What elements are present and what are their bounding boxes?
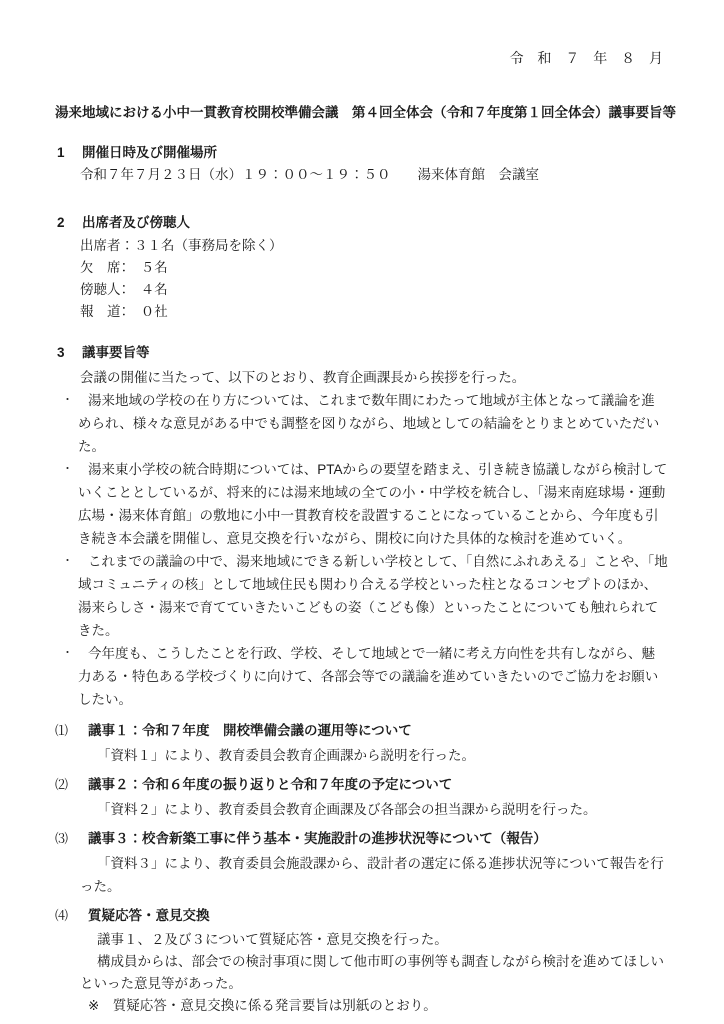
- section-2-number: 2: [57, 215, 65, 230]
- agenda-item-4-number: ⑷: [55, 908, 69, 923]
- agenda-item-1: [55, 721, 668, 767]
- bullet-icon: ・: [62, 394, 73, 406]
- agenda-item-4-title-row: [55, 906, 668, 926]
- bullet-item: [55, 642, 668, 711]
- document-date: 令 和 ７ 年 ８ 月: [509, 50, 668, 66]
- absentees-line: 欠 席： ５名: [80, 260, 168, 275]
- section-2-heading: [55, 213, 668, 233]
- agenda-item-2-number: ⑵: [55, 777, 69, 792]
- bullet-item: [55, 550, 668, 642]
- section-3: [55, 343, 668, 1017]
- agenda-item-3-number: ⑶: [55, 831, 69, 846]
- section-1-heading-text: 開催日時及び開催場所: [82, 145, 217, 160]
- observers-line: 傍聴人： ４名: [80, 282, 168, 297]
- agenda-item-4-note: ※ 質疑応答・意見交換に係る発言要旨は別紙のとおり。: [88, 998, 437, 1013]
- agenda-item-list: [55, 721, 668, 1017]
- agenda-item-3-title: 議事３：校舎新築工事に伴う基本・実施設計の進捗状況等について（報告）: [88, 831, 547, 846]
- section-1: [55, 143, 668, 185]
- agenda-item-1-body: 「資料１」により、教育委員会教育企画課から説明を行った。: [97, 748, 475, 763]
- bullet-text: これまでの議論の中で、湯来地域にできる新しい学校として、「自然にふれあえる」ことや、「地域コミュニティの核」として地域住民も関わり合える学校といった柱となるコンセプトのほか、湯来らしさ・湯来で育てていきたいこどもの姿（こども像）といったことについても触れられてきた。: [78, 554, 668, 638]
- agenda-item-4-body-1: 議事１、２及び３について質疑応答・意見交換を行った。: [97, 932, 448, 947]
- bullet-icon: ・: [62, 555, 73, 567]
- agenda-item-4-body-2: 構成員からは、部会での検討事項に関して他市町の事例等も調査しながら検討を進めてほしいといった意見等があった。: [80, 954, 664, 991]
- bullet-text: 湯来地域の学校の在り方については、これまで数年間にわたって地域が主体となって議論を進められ、様々な意見がある中でも調整を図りながら、地域としての結論をとりまとめていただいた。: [78, 393, 660, 454]
- document-title: 湯来地域における小中一貫教育校開校準備会議 第４回全体会（令和７年度第１回全体会）議事要旨等: [55, 105, 676, 120]
- section-3-number: 3: [57, 345, 65, 360]
- bullet-text: 今年度も、こうしたことを行政、学校、そして地域とで一緒に考え方向性を共有しながら、魅力ある・特色ある学校づくりに向けて、各部会等での議論を進めていきたいのでご協力をお願いしたい。: [78, 646, 659, 707]
- agenda-item-4-title: 質疑応答・意見交換: [88, 908, 210, 923]
- agenda-item-3-body: 「資料３」により、教育委員会施設課から、設計者の選定に係る進捗状況等について報告を行った。: [80, 856, 664, 894]
- agenda-item-1-title: 議事１：令和７年度 開校準備会議の運用等について: [88, 723, 412, 738]
- agenda-item-2-title: 議事２：令和６年度の振り返りと令和７年度の予定について: [88, 777, 453, 792]
- section-2-heading-text: 出席者及び傍聴人: [82, 215, 190, 230]
- greeting-bullet-list: [55, 389, 668, 711]
- section-2: [55, 213, 668, 323]
- greeting-intro: 会議の開催に当たって、以下のとおり、教育企画課長から挨拶を行った。: [80, 370, 526, 385]
- section-3-heading: [55, 343, 668, 363]
- meeting-datetime-venue: 令和７年７月２３日（水）１９：００～１９：５０ 湯来体育館 会議室: [80, 167, 539, 182]
- section-1-number: 1: [57, 145, 65, 160]
- agenda-item-4: [55, 906, 668, 1017]
- bullet-item: [55, 458, 668, 550]
- bullet-text: 湯来東小学校の統合時期については、PTAからの要望を踏まえ、引き続き協議しながら検討していくこととしているが、将来的には湯来地域の全ての小・中学校を統合し、「湯来南庭球場・運動広場・湯来体育館」の敷地に小中一貫教育校を設置することになっていることから、今年度も引き続き本会議を開催し、意見交換を行いながら、開校に向けた具体的な検討を進めていく。: [78, 462, 668, 546]
- press-line: 報 道： ０社: [80, 304, 168, 319]
- agenda-item-2: [55, 775, 668, 821]
- bullet-icon: ・: [62, 647, 73, 659]
- agenda-item-3: [55, 829, 668, 898]
- bullet-icon: ・: [62, 463, 73, 475]
- attendees-line: 出席者：３１名（事務局を除く）: [80, 238, 283, 253]
- bullet-item: [55, 389, 668, 458]
- agenda-item-2-body: 「資料２」により、教育委員会教育企画課及び各部会の担当課から説明を行った。: [97, 802, 597, 817]
- agenda-item-2-title-row: [55, 775, 668, 795]
- section-1-heading: [55, 143, 668, 163]
- agenda-item-3-title-row: [55, 829, 668, 849]
- section-3-heading-text: 議事要旨等: [82, 345, 150, 360]
- attendance-list: [55, 235, 668, 323]
- agenda-item-1-title-row: [55, 721, 668, 741]
- agenda-item-1-number: ⑴: [55, 723, 69, 738]
